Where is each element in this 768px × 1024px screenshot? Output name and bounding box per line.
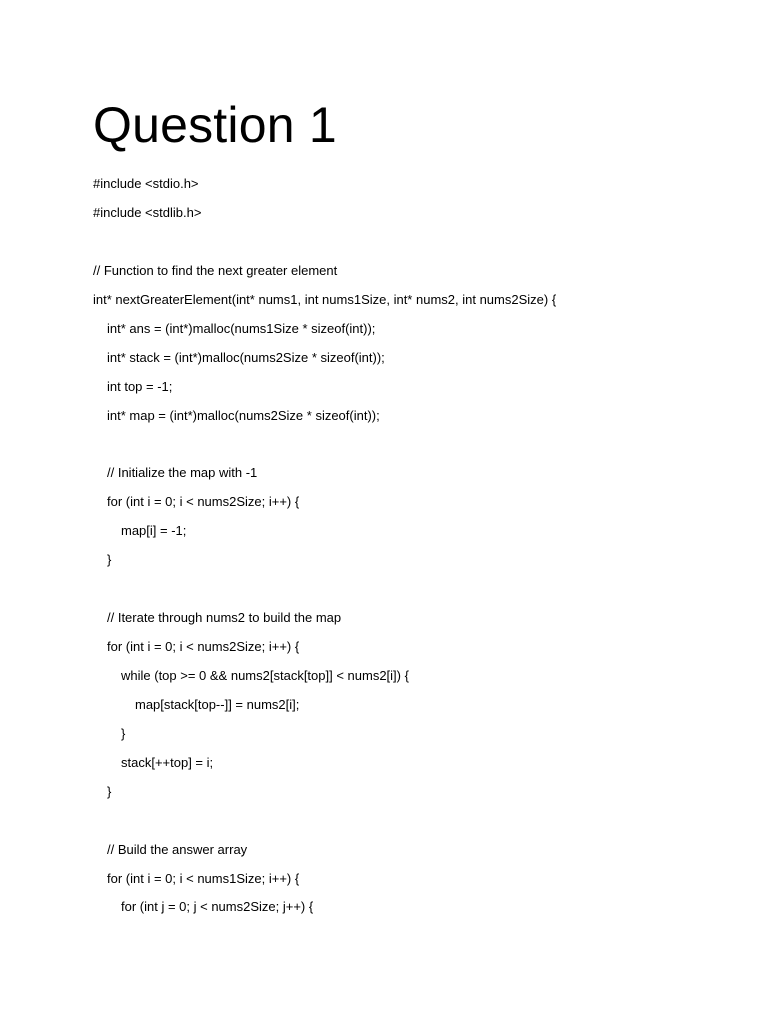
code-line: map[stack[top--]] = nums2[i];: [135, 696, 300, 712]
code-line: for (int i = 0; i < nums1Size; i++) {: [107, 870, 300, 886]
blank-line: [93, 430, 733, 459]
code-line: }: [107, 783, 112, 799]
code-line: while (top >= 0 && nums2[stack[top]] < nums2[i]) {: [121, 667, 409, 683]
code-line: }: [121, 725, 126, 741]
code-line: // Build the answer array: [107, 841, 248, 857]
code-line: int* ans = (int*)malloc(nums1Size * sizeof(int));: [107, 320, 376, 336]
code-line: #include <stdio.h>: [93, 176, 199, 191]
blank-line: [93, 575, 733, 604]
code-line: int* nextGreaterElement(int* nums1, int nums1Size, int* nums2, int nums2Size) {: [93, 291, 557, 307]
code-line: stack[++top] = i;: [121, 754, 214, 770]
code-line: // Function to find the next greater element: [93, 262, 338, 278]
blank-line: [93, 807, 733, 836]
code-line: for (int j = 0; j < nums2Size; j++) {: [121, 899, 314, 915]
code-line: int* stack = (int*)malloc(nums2Size * sizeof(int));: [107, 349, 385, 365]
code-line: int* map = (int*)malloc(nums2Size * sizeof(int));: [107, 407, 380, 423]
page-title: Question 1: [93, 97, 337, 153]
code-line: // Initialize the map with -1: [107, 465, 258, 481]
code-block: [93, 170, 733, 922]
code-line: int top = -1;: [107, 378, 173, 394]
code-line: }: [107, 552, 112, 568]
code-line: #include <stdlib.h>: [93, 204, 202, 220]
code-line: for (int i = 0; i < nums2Size; i++) {: [107, 494, 300, 510]
code-line: for (int i = 0; i < nums2Size; i++) {: [107, 639, 300, 654]
blank-line: [93, 228, 733, 257]
code-line: map[i] = -1;: [121, 523, 187, 539]
code-line: // Iterate through nums2 to build the map: [107, 610, 342, 626]
